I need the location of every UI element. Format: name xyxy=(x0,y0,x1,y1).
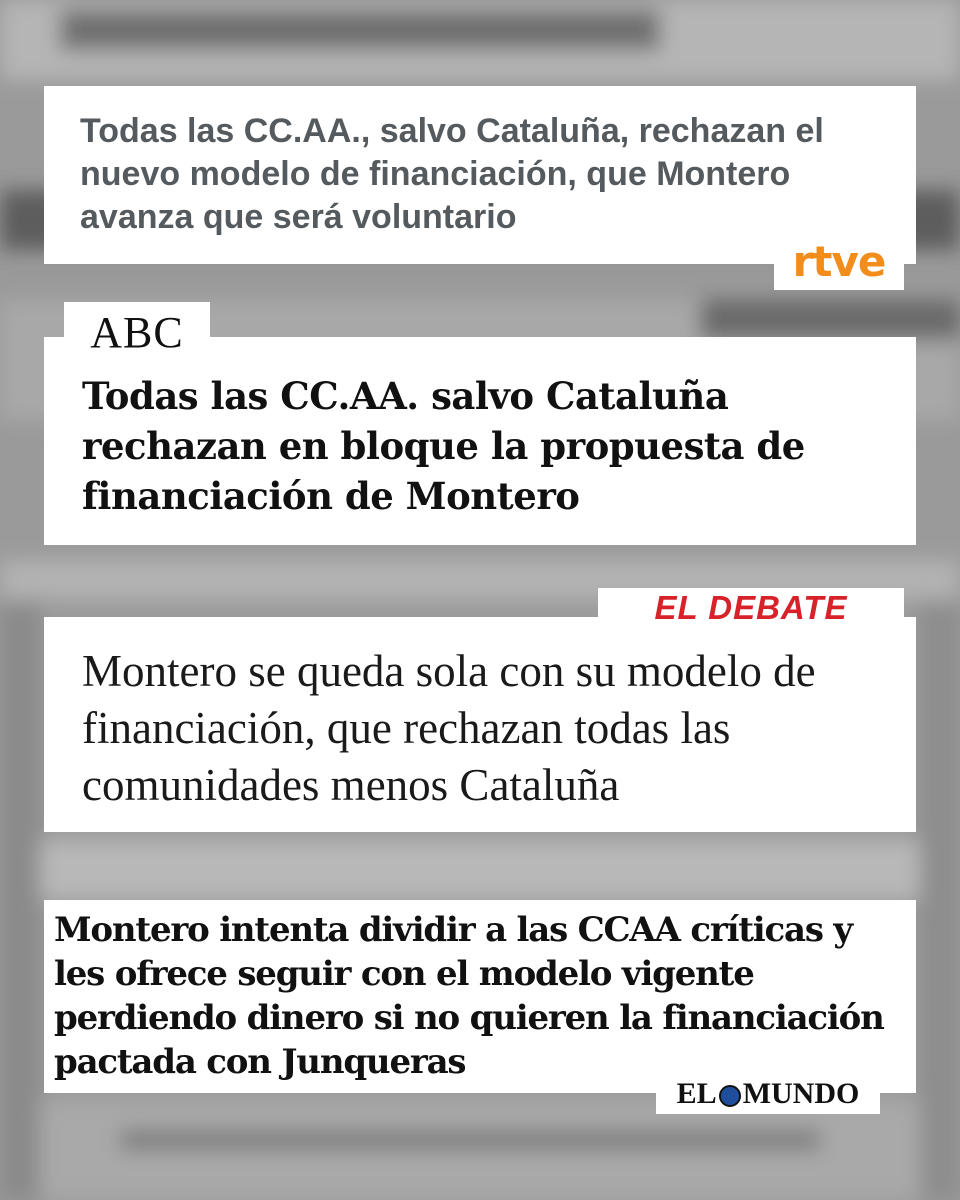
el-mundo-headline: Montero intenta dividir a las CCAA críticas y les ofrece seguir con el modelo vigente perdiendo dinero si no quieren la financiación pactada con Junqueras xyxy=(54,910,884,1082)
el-debate-headline-card xyxy=(44,617,916,832)
el-mundo-logo-left: EL xyxy=(676,1077,717,1110)
abc-logo-text: ABC xyxy=(90,307,184,357)
el-debate-logo-text: EL DEBATE xyxy=(654,589,848,626)
rtve-logo-text: rtve xyxy=(792,236,886,286)
el-mundo-logo xyxy=(656,1074,880,1114)
rtve-headline: Todas las CC.AA., salvo Cataluña, rechazan el nuevo modelo de financiación, que Montero avanza que será voluntario xyxy=(80,112,824,236)
el-debate-logo xyxy=(598,588,904,628)
rtve-logo xyxy=(774,232,904,290)
abc-logo xyxy=(64,302,210,362)
el-mundo-headline-card xyxy=(44,900,916,1093)
globe-icon xyxy=(719,1085,741,1107)
el-mundo-logo-right: MUNDO xyxy=(742,1077,860,1110)
abc-headline: Todas las CC.AA. salvo Cataluña rechazan en bloque la propuesta de financiación de Montero xyxy=(82,374,805,518)
abc-headline-card xyxy=(44,337,916,545)
el-debate-headline: Montero se queda sola con su modelo de financiación, que rechazan todas las comunidades menos Cataluña xyxy=(82,646,816,810)
